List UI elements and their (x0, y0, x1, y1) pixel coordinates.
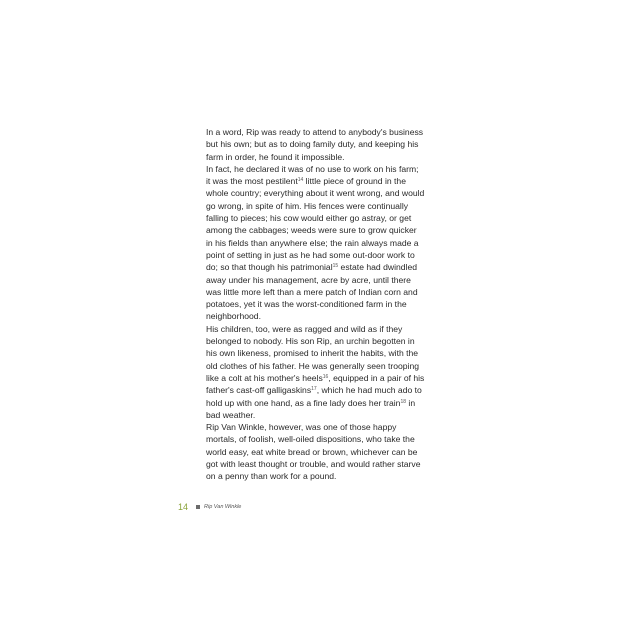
paragraph (196, 126, 422, 163)
text-line: got with least thought or trouble, and would rather starve (206, 459, 421, 470)
text-line: was little more left than a mere patch of Indian corn and (206, 286, 418, 297)
text-line: but his own; but as to doing family duty, and keeping his (206, 139, 419, 150)
footnote-marker: 15 (332, 263, 339, 270)
page-footer (178, 501, 241, 513)
paragraph (196, 421, 422, 482)
text-line: hold up with one hand, as a fine lady does her train$^{18}$ in (206, 397, 416, 408)
text-line: In a word, Rip was ready to attend to anybody's business (206, 127, 424, 137)
text-line: like a colt at his mother's heels$^{16}$, equipped in a pair of his (206, 372, 425, 383)
footnote-marker: 14 (297, 177, 304, 184)
text-line: neighborhood. (206, 311, 261, 322)
footnote-marker: 16 (322, 373, 329, 380)
text-line: Rip Van Winkle, however, was one of those happy (206, 422, 397, 433)
text-line: away under his management, acre by acre, until there (206, 274, 411, 285)
text-line: bad weather. (206, 409, 256, 420)
text-line: go wrong, in spite of him. His fences were continually (206, 200, 409, 211)
text-line: farm in order, he found it impossible. (206, 151, 345, 162)
text-line: In fact, he declared it was of no use to work on his farm; (206, 163, 419, 174)
text-line: mortals, of foolish, well-oiled dispositions, who take the (206, 434, 415, 445)
body-text (196, 126, 425, 483)
running-title: Rip Van Winkle (204, 504, 242, 510)
text-line: point of setting in just as he had some out-door work to (206, 249, 415, 260)
footnote-marker: 17 (311, 386, 317, 393)
text-line: potatoes, yet it was the worst-conditioned farm in the (206, 299, 407, 310)
footer-square-icon (196, 505, 200, 509)
text-line: do; so that though his patrimonial$^{15}$ estate had dwindled (206, 262, 418, 273)
text-line: on a penny than work for a pound. (206, 471, 337, 482)
text-line: His children, too, were as ragged and wild as if they (206, 323, 403, 334)
paragraph (196, 323, 425, 421)
text-line: falling to pieces; his cow would either go astray, or get (206, 213, 412, 224)
text-line: in his fields than anywhere else; the rain always made a (206, 237, 419, 248)
text-line: it was the most pestilent$^{14}$ little piece of ground in the (206, 176, 406, 187)
text-line: among the cabbages; weeds were sure to grow quicker (206, 225, 417, 236)
paragraph (196, 163, 425, 323)
text-line: whole country; everything about it went wrong, and would (206, 188, 425, 199)
text-line: father's cast-off galligaskins$^{17}$, which he had much ado to (206, 385, 422, 396)
page-number: 14 (178, 502, 189, 512)
text-line: old clothes of his father. He was generally seen trooping (206, 360, 420, 371)
text-line: world easy, eat white bread or brown, whichever can be (206, 446, 418, 457)
text-line: belonged to nobody. His son Rip, an urchin begotten in (206, 336, 415, 347)
text-line: his own likeness, promised to inherit the habits, with the (206, 348, 419, 359)
footnote-marker: 18 (400, 398, 407, 405)
